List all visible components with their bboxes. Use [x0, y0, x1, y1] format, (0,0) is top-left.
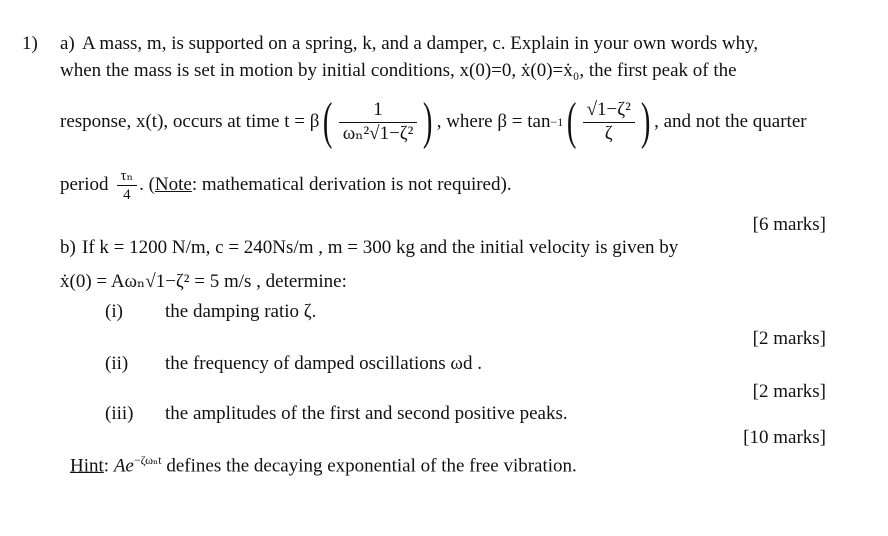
left-paren: ( [323, 93, 333, 150]
fraction-3-denominator: 4 [123, 186, 131, 203]
note-text: : mathematical derivation is not required). [191, 174, 512, 195]
fraction-3 [117, 167, 138, 204]
part-a-line1: A mass, m, is supported on a spring, k, and a damper, c. Explain in your own words why, [82, 33, 759, 54]
line3-prefix: response, x(t), occurs at time t = β [60, 111, 320, 132]
item-i-text: the damping ratio ζ. [165, 301, 317, 322]
item-ii-marks: [2 marks] [752, 381, 826, 402]
tan-superscript: −1 [550, 114, 564, 129]
part-b-line2: ẋ(0) = Aωₙ√1−ζ² = 5 m/s , determine: [60, 271, 347, 292]
item-i-marks: [2 marks] [752, 328, 826, 349]
line4-prefix: period [60, 174, 109, 195]
hint-line: Hint: $Ae^{-\zeta\omega_nt}$ defines the decaying exponential of the free vibration. [70, 453, 577, 477]
part-a-marks: [6 marks] [752, 214, 826, 235]
part-a-line2: when the mass is set in motion by initial conditions, x(0)=0, ẋ(0)=ẋ₀, the first peak of the [60, 60, 737, 81]
line3-suffix: , and not the quarter [654, 111, 807, 132]
item-iii-marks: [10 marks] [743, 427, 826, 448]
part-b-line1: If k = 1200 N/m, c = 240Ns/m , m = 300 kg and the initial velocity is given by [82, 237, 679, 258]
fraction-2-numerator: √1−ζ² [583, 99, 635, 123]
hint-exponent: −ζωₙt [133, 453, 162, 467]
right-paren: ) [423, 93, 433, 150]
part-b-label: b) [60, 237, 76, 258]
fraction-1-denominator: ωₙ²√1−ζ² [342, 122, 414, 144]
fraction-2 [583, 99, 635, 146]
part-a-label: a) [60, 33, 75, 54]
item-ii-text: the frequency of damped oscillations ωd . [165, 353, 482, 374]
part-a-line4: period $\frac{\text{τₙ}}{4}$ . ( Note : mathematical derivation is not required). [60, 167, 512, 203]
fraction-2-denominator: ζ [604, 122, 613, 144]
note-label: Note [154, 174, 192, 195]
hint-text: defines the decaying exponential of the free vibration. [166, 455, 577, 477]
question-number: 1) [22, 33, 38, 54]
fraction-1 [339, 99, 418, 146]
left-paren-2: ( [567, 93, 577, 150]
item-i-number: (i) [105, 301, 123, 322]
right-paren-2: ) [640, 93, 651, 150]
line3-mid: , where β = tan [436, 111, 551, 132]
part-a-line3 [60, 92, 807, 152]
fraction-3-numerator: τₙ [117, 167, 138, 186]
hint-label: Hint [70, 455, 104, 477]
fraction-1-numerator: 1 [339, 99, 418, 123]
item-iii-number: (iii) [105, 403, 134, 424]
hint-expr: Ae [113, 455, 134, 477]
item-ii-number: (ii) [105, 353, 129, 374]
item-iii-text: the amplitudes of the first and second positive peaks. [165, 403, 568, 424]
